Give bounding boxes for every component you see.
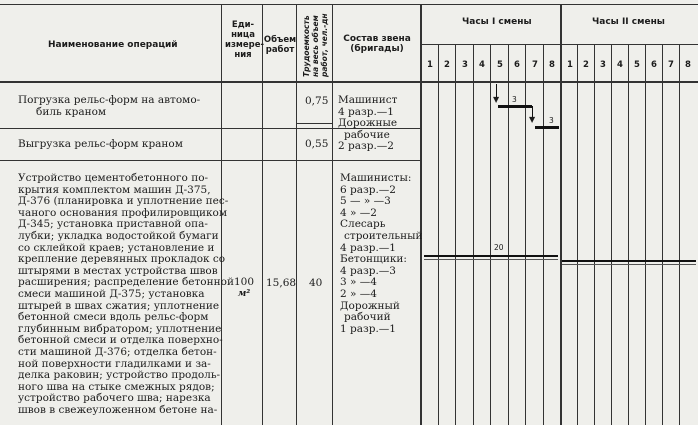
row1-crew xyxy=(338,95,397,153)
hour-line xyxy=(611,44,612,425)
hour-line xyxy=(679,44,680,425)
hour-line xyxy=(455,44,456,425)
hour-line xyxy=(490,44,491,425)
crew-line: 6 разр.—2 xyxy=(340,183,396,196)
operation-line: устройство рабочего шва; нарезка xyxy=(18,392,211,405)
header-labor xyxy=(302,13,329,77)
header-shift-2: Часы II смены xyxy=(592,17,665,27)
hour-line xyxy=(543,44,544,425)
operation-line: штырями в местах устройства швов xyxy=(18,264,218,277)
operation-line: лубки; укладка водостойкой бумаги xyxy=(18,229,219,242)
gantt-arrowhead: ▼ xyxy=(493,95,500,104)
header-labor-line: на весь объем xyxy=(311,15,320,77)
hour-line xyxy=(645,44,646,425)
hour-line xyxy=(508,44,509,425)
crew-line: рабочий xyxy=(344,311,391,324)
header-volume xyxy=(263,35,297,55)
operation-line: швов в свежеуложенном бетоне на- xyxy=(18,403,218,416)
operation-line: бетонной смеси и отделка поверхно- xyxy=(18,334,223,347)
header-crew-line: (бригады) xyxy=(350,44,404,54)
top-rule xyxy=(0,4,698,5)
hour-line xyxy=(594,44,595,425)
gantt-bar xyxy=(424,255,558,257)
operation-line: крытия комплектом машин Д-375, xyxy=(18,183,211,196)
header-operation: Наименование операций xyxy=(48,40,178,50)
gantt-bar xyxy=(424,259,558,260)
row3-volume: 15,68 xyxy=(266,277,297,289)
operation-line: штырей в швах сжатия; уплотнение xyxy=(18,299,220,312)
hour-number: 1 xyxy=(567,60,573,70)
gantt-bar-label: 3 xyxy=(512,95,517,104)
row2-operation: Выгрузка рельс-форм краном xyxy=(18,138,183,150)
row3-operation xyxy=(18,173,234,416)
hour-number: 6 xyxy=(514,60,520,70)
row1-operation xyxy=(18,95,200,118)
header-unit-line: измере- xyxy=(225,40,264,50)
header-crew-line: Состав звена xyxy=(343,34,411,44)
crew-line: строительный xyxy=(344,229,423,242)
header-unit xyxy=(225,20,264,60)
hour-number: 2 xyxy=(583,60,589,70)
header-crew xyxy=(334,34,420,54)
operation-line: бетонной смеси вдоль рельс-форм xyxy=(18,311,209,324)
crew-line: 4 разр.—1 xyxy=(340,241,396,254)
crew-line: 2 » —4 xyxy=(340,287,377,300)
unit-measure: м² xyxy=(237,288,251,299)
header-unit-line: Еди- xyxy=(231,20,255,30)
operation-line: делка раковин; устройство продоль- xyxy=(18,369,221,382)
operation-line: со склейкой краев; установление и xyxy=(18,241,215,254)
header-unit-line: ния xyxy=(234,50,252,60)
hour-line xyxy=(577,44,578,425)
operation-line: ной поверхности гладилками и за- xyxy=(18,357,211,370)
row1-labor: 0,75 xyxy=(305,95,329,107)
hour-number: 1 xyxy=(427,60,433,70)
hour-line xyxy=(662,44,663,425)
col-sep-4 xyxy=(332,4,333,425)
header-labor-line: работ, чел.-дн xyxy=(320,13,329,77)
crew-line: 2 разр.—2 xyxy=(338,140,394,153)
hour-number: 6 xyxy=(651,60,657,70)
labor-sep-rule xyxy=(296,123,332,124)
row3-unit xyxy=(232,277,256,300)
operation-line: чаного основания профилировщиком xyxy=(18,206,228,219)
hour-number: 7 xyxy=(532,60,538,70)
gantt-bar xyxy=(498,105,532,108)
crew-line: 4 » —2 xyxy=(340,206,377,219)
col-sep-2 xyxy=(262,4,263,425)
header-volume-line: Объем xyxy=(263,35,297,45)
hour-number: 5 xyxy=(634,60,640,70)
operation-line: крепление деревянных прокладок со xyxy=(18,253,226,266)
row3-labor: 40 xyxy=(309,277,323,289)
hour-line xyxy=(525,44,526,425)
crew-line: Дорожный xyxy=(340,299,400,312)
hour-number: 8 xyxy=(685,60,691,70)
operation-line: Устройство цементобетонного по- xyxy=(18,172,209,184)
crew-line: Машинисты: xyxy=(340,172,412,184)
gantt-arrowhead: ▼ xyxy=(529,115,536,124)
crew-line: Бетонщики: xyxy=(340,253,407,266)
hour-line xyxy=(628,44,629,425)
hours-top-rule xyxy=(420,44,698,45)
hour-number: 5 xyxy=(497,60,503,70)
operation-line: Д-345; установка приставной опа- xyxy=(18,218,208,231)
crew-line: Дорожные xyxy=(338,117,398,130)
row3-crew xyxy=(340,173,423,335)
operation-line: Погрузка рельс-форм на автомо- xyxy=(18,94,201,106)
crew-line: 3 » —4 xyxy=(340,276,377,289)
operation-line: Д-376 (планировка и уплотнение пес- xyxy=(18,195,229,208)
header-shift-1: Часы I смены xyxy=(462,17,532,27)
crew-line: рабочие xyxy=(344,128,390,141)
crew-line: 5 — » —3 xyxy=(340,195,391,208)
header-unit-line: ница xyxy=(231,30,255,40)
gantt-bar-label: 3 xyxy=(549,116,554,125)
gantt-bar-label: 20 xyxy=(494,243,504,252)
gantt-bar xyxy=(535,126,559,129)
hour-number: 4 xyxy=(479,60,485,70)
crew-line: 4 разр.—1 xyxy=(338,105,394,118)
hour-number: 3 xyxy=(600,60,606,70)
header-volume-line: работ xyxy=(265,45,295,55)
gantt-bar xyxy=(562,260,696,262)
header-labor-line: Трудоемкость xyxy=(302,15,311,77)
row2-labor: 0,55 xyxy=(305,138,329,150)
hour-number: 2 xyxy=(444,60,450,70)
operation-line: смеси машиной Д-375; установка xyxy=(18,287,205,300)
operation-line: глубинным вибратором; уплотнение xyxy=(18,322,222,335)
crew-line: Слесарь xyxy=(340,218,386,231)
hour-number: 3 xyxy=(462,60,468,70)
unit-value: 100 xyxy=(233,276,255,288)
operation-line: биль краном xyxy=(36,105,107,118)
crew-line: Машинист xyxy=(338,94,398,106)
operation-line: расширения; распределение бетонной xyxy=(18,276,234,289)
hour-number: 8 xyxy=(549,60,555,70)
operation-line: ного шва на стыке смежных рядов; xyxy=(18,380,215,393)
hour-line xyxy=(473,44,474,425)
hour-line xyxy=(438,44,439,425)
col-sep-3 xyxy=(296,4,297,425)
hour-number: 4 xyxy=(617,60,623,70)
crew-line: 4 разр.—3 xyxy=(340,264,396,277)
row2-bottom-rule xyxy=(0,160,420,161)
operation-line: сти машиной Д-376; отделка бетон- xyxy=(18,345,217,358)
gantt-bar xyxy=(562,264,696,265)
hour-number: 7 xyxy=(668,60,674,70)
crew-line: 1 разр.—1 xyxy=(340,322,396,335)
